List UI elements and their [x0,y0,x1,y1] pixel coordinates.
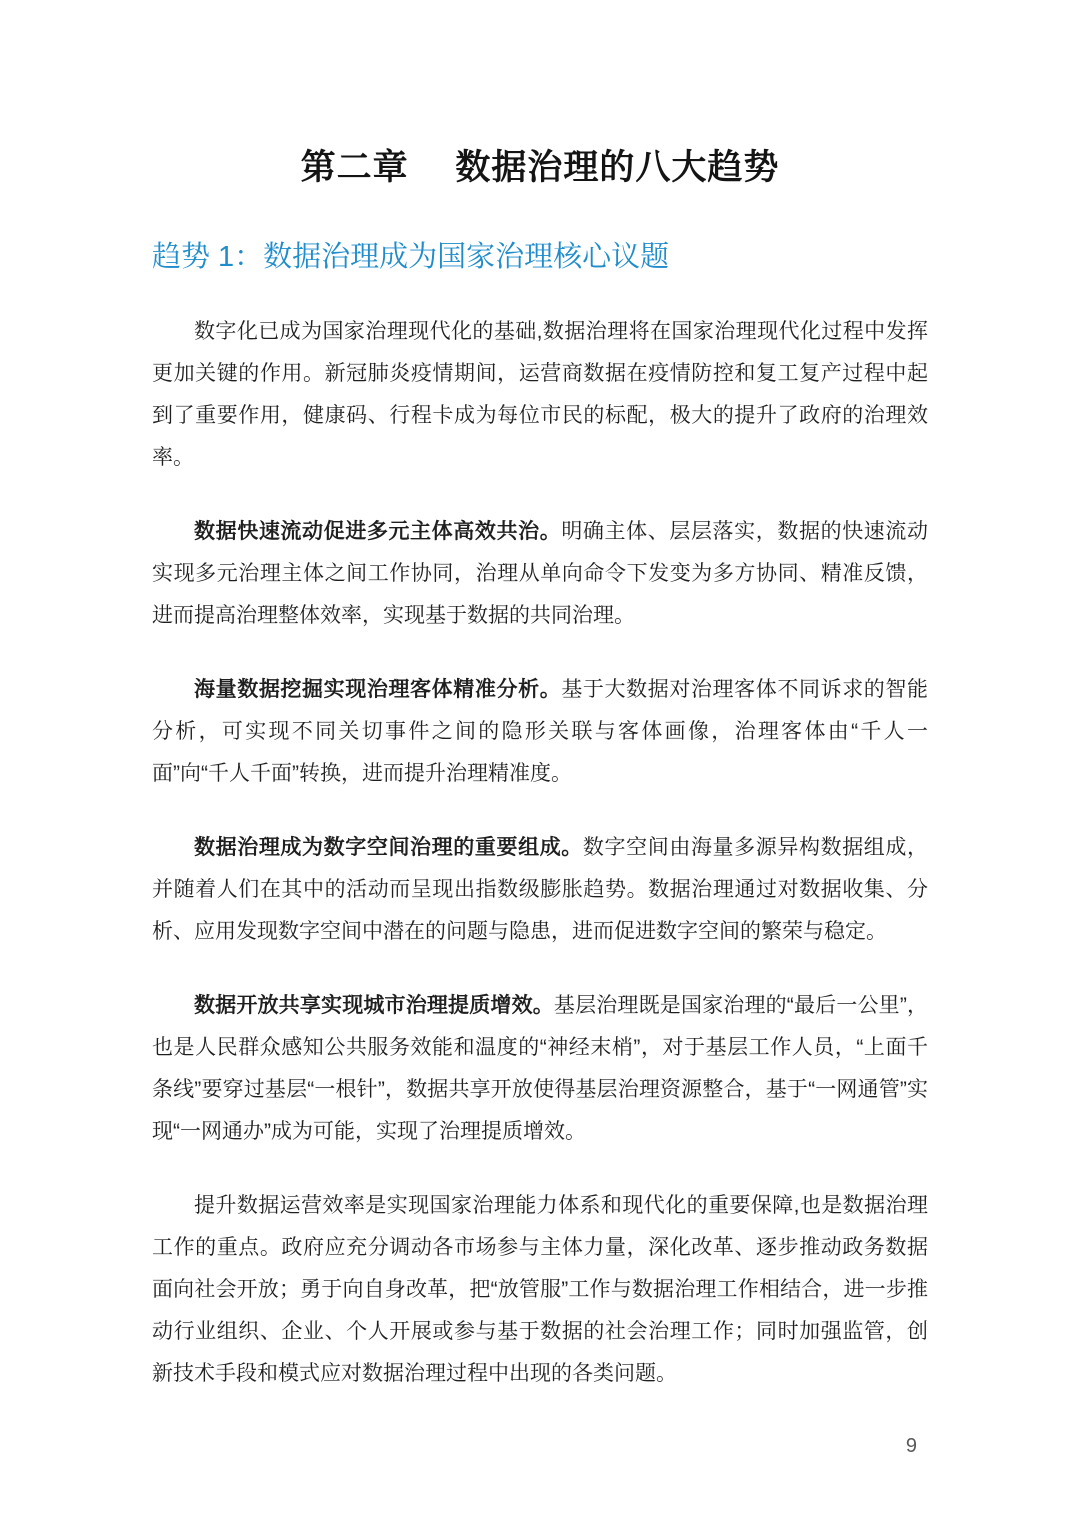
section-heading: 趋势 1：数据治理成为国家治理核心议题 [152,241,670,273]
paragraph-6 [152,1185,928,1395]
paragraph-4-text: 数字空间由海量多源异构数据组成，并随着人们在其中的活动而呈现出指数级膨胀趋势。数据治理通过对数据收集、分析、应用发现数字空间中潜在的问题与隐患，进而促进数字空间的繁荣与稳定。 [152,836,929,943]
paragraph-5 [152,985,928,1153]
paragraph-4 [152,827,928,953]
paragraph-2-text: 明确主体、层层落实，数据的快速流动实现多元治理主体之间工作协同，治理从单向命令下发变为多方协同、精准反馈，进而提高治理整体效率，实现基于数据的共同治理。 [152,520,929,627]
chapter-title: 第二章 数据治理的八大趋势 [300,148,780,187]
page-number: 9 [905,1435,917,1457]
paragraph-1 [152,311,928,479]
paragraph-6-text: 提升数据运营效率是实现国家治理能力体系和现代化的重要保障,也是数据治理工作的重点。政府应充分调动各市场参与主体力量，深化改革、逐步推动政务数据面向社会开放；勇于向自身改革，把“放管服”工作与数据治理工作相结合，进一步推动行业组织、企业、个人开展或参与基于数据的社会治理工作；同时加强监管，创新技术手段和模式应对数据治理过程中出现的各类问题。 [152,1194,928,1385]
paragraph-2 [152,511,928,637]
paragraph-3 [152,669,928,795]
paragraph-2-lead: 数据快速流动促进多元主体高效共治。 [194,520,562,543]
paragraph-5-lead: 数据开放共享实现城市治理提质增效。 [194,994,554,1017]
page-content [152,0,928,1395]
paragraph-4-lead: 数据治理成为数字空间治理的重要组成。 [194,836,583,859]
paragraph-5-text: 基层治理既是国家治理的“最后一公里”，也是人民群众感知公共服务效能和温度的“神经末梢”，对于基层工作人员，“上面千条线”要穿过基层“一根针”，数据共享开放使得基层治理资源整合，基于“一网通管”实现“一网通办”成为可能，实现了治理提质增效。 [152,994,928,1143]
paragraph-3-lead: 海量数据挖掘实现治理客体精准分析。 [194,678,562,701]
paragraph-3-text: 基于大数据对治理客体不同诉求的智能分析，可实现不同关切事件之间的隐形关联与客体画像，治理客体由“千人一面”向“千人千面”转换，进而提升治理精准度。 [152,678,929,785]
paragraph-1-text: 数字化已成为国家治理现代化的基础,数据治理将在国家治理现代化过程中发挥更加关键的作用。新冠肺炎疫情期间，运营商数据在疫情防控和复工复产过程中起到了重要作用，健康码、行程卡成为每位市民的标配，极大的提升了政府的治理效率。 [152,320,928,469]
